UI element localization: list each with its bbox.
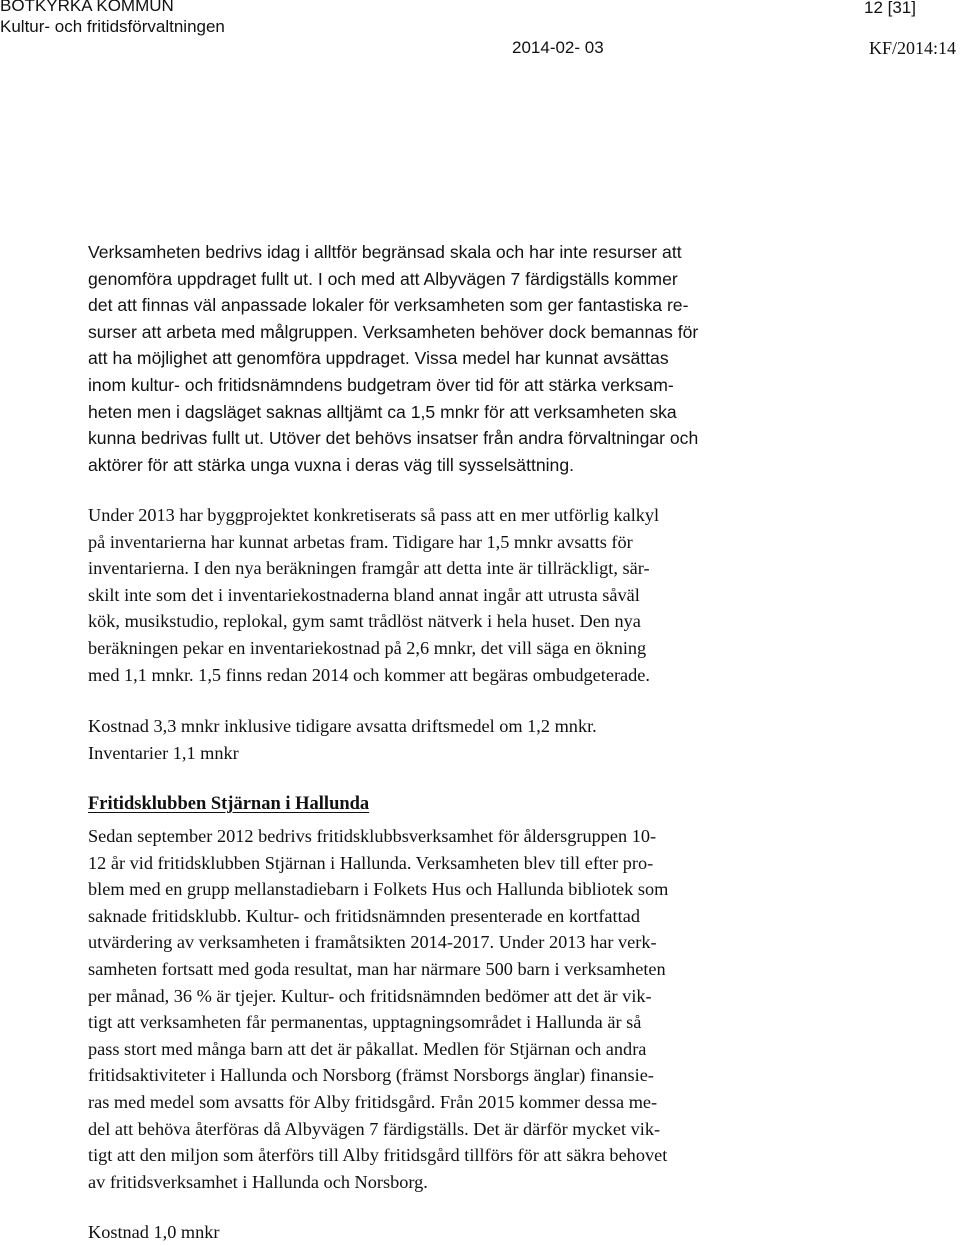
paragraph-activity-scope: Verksamheten bedrivs idag i alltför begränsad skala och har inte resurser att genomföra uppdraget fullt ut. I och med att Albyvägen 7 färdigställs kommer det att finnas väl anpassade lokaler för verksamheten som ger fantastiska re- surser att arbeta med målgruppen. Verksamheten behöver dock bemannas för att ha möjlighet att genomföra uppdraget. Vissa medel har kunnat avsättas inom kultur- och fritidsnämndens budgetram över tid för att stärka verksam- heten men i dagsläget saknas alltjämt ca 1,5 mnkr för att verksamheten ska kunna bedrivas fullt ut. Utöver det behövs insatser från andra förvaltningar och aktörer för att stärka unga vuxna i deras väg till sysselsättning. — [88, 242, 699, 475]
section-heading: Fritidsklubben Stjärnan i Hallunda — [88, 794, 370, 814]
document-date: 2014-02- 03 — [512, 38, 604, 57]
paragraph-building-project: Under 2013 har byggprojektet konkretiserats så pass att en mer utförlig kalkyl på inventarierna har kunnat arbetas fram. Tidigare har 1,5 mnkr avsatts för inventarierna. I den nya beräkningen framgår att detta inte är tillräckligt, sär- skilt inte som det i inventariekostnaderna bland annat ingår att utrusta såväl kök, musikstudio, replokal, gym samt trådlöst nätverk i hela huset. Den nya beräkningen pekar en inventariekostnad på 2,6 mnkr, det vill säga en ökning med 1,1 mnkr. 1,5 finns redan 2014 och kommer att begäras ombudgeterade. — [88, 505, 660, 685]
department-name: Kultur- och fritidsförvaltningen — [0, 17, 225, 36]
organization-name: BOTKYRKA KOMMUN — [0, 0, 174, 15]
paragraph-cost-summary: Kostnad 3,3 mnkr inklusive tidigare avsatta driftsmedel om 1,2 mnkr. Inventarier 1,1 mnkr — [88, 716, 597, 763]
paragraph-fritidsklubben: Sedan september 2012 bedrivs fritidsklubbsverksamhet för åldersgruppen 10- 12 år vid fritidsklubben Stjärnan i Hallunda. Verksamheten blev till efter pro- blem med en grupp mellanstadiebarn i Folkets Hus och Hallunda bibliotek som saknade fritidsklubb. Kultur- och fritidsnämnden presenterade en kortfattad utvärdering av verksamheten i framåtsikten 2014-2017. Under 2013 har verk- samheten fortsatt med goda resultat, man har närmare 500 barn i verksamheten per månad, 36 % är tjejer. Kultur- och fritidsnämnden bedömer att det är vik- tigt att verksamheten får permanentas, upptagningsområdet i Hallunda är så pass stort med många barn att det är påkallat. Medlen för Stjärnan och andra fritidsaktiviteter i Hallunda och Norsborg (främst Norsborgs änglar) finansie- ras med medel som avsatts för Alby fritidsgård. Från 2015 kommer dessa me- del att behöva återföras då Albyvägen 7 färdigställs. Det är därför mycket vik- tigt att den miljon som återförs till Alby fritidsgård tillförs för att säkra behovet av fritidsverksamhet i Hallunda och Norsborg. — [88, 826, 669, 1192]
page-number: 12 [31] — [864, 0, 916, 17]
document-reference: KF/2014:14 — [868, 38, 956, 58]
paragraph-cost-final: Kostnad 1,0 mnkr — [88, 1222, 220, 1242]
